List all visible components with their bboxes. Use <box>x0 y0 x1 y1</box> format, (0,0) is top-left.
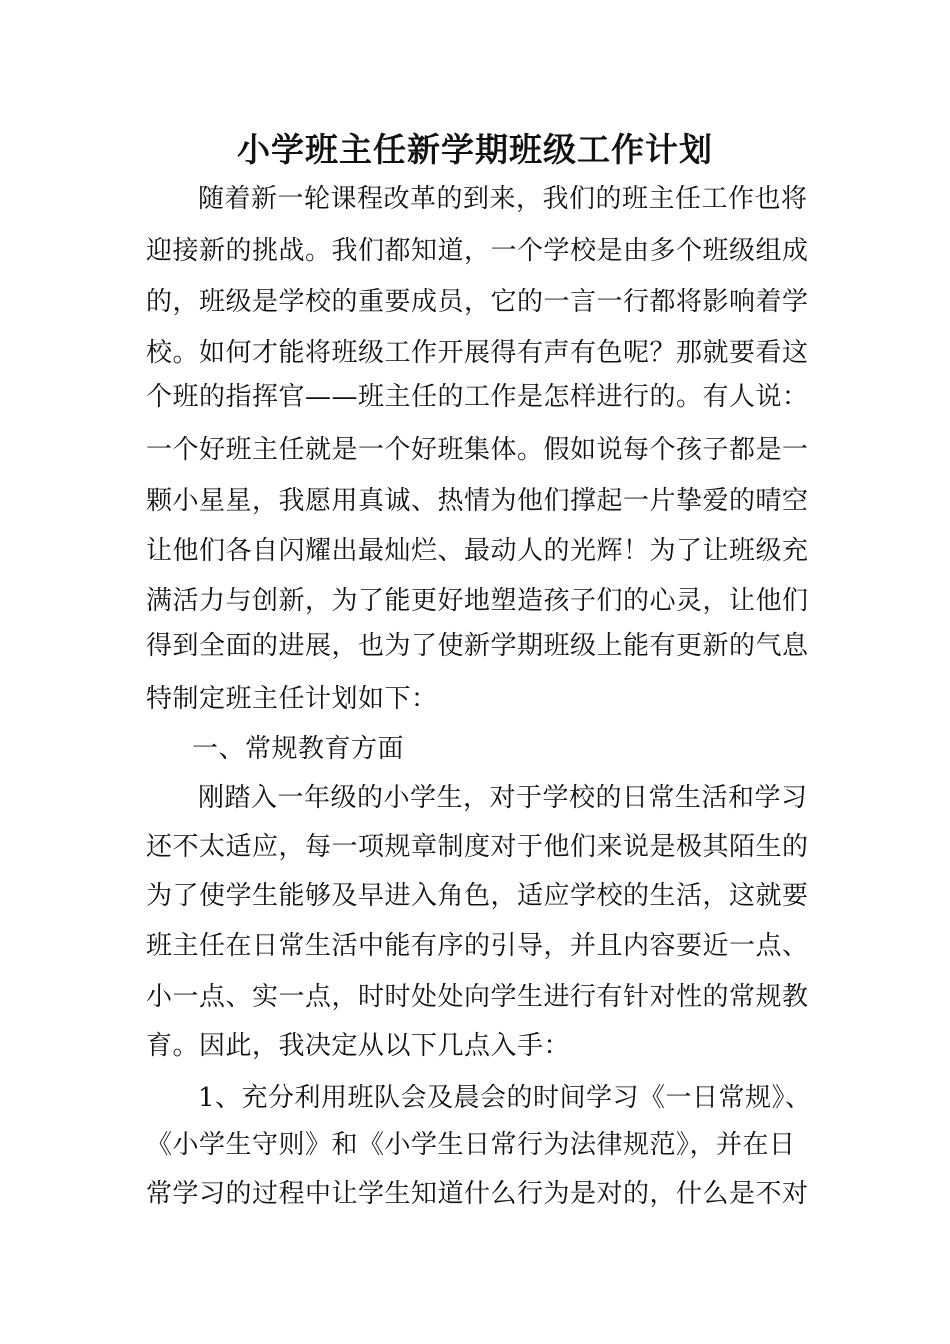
paragraph-line-17: 育。因此，我决定从以下几点入手： <box>146 1031 571 1061</box>
paragraph-line-4: 校。如何才能将班级工作开展得有声有色呢？那就要看这 <box>146 338 809 368</box>
paragraph-line-10: 得到全面的进展，也为了使新学期班级上能有更新的气息 <box>146 631 809 661</box>
section-heading: 一、常规教育方面 <box>192 734 405 764</box>
paragraph-line-11: 特制定班主任计划如下： <box>146 684 438 714</box>
paragraph-line-9: 满活力与创新，为了能更好地塑造孩子们的心灵，让他们 <box>146 586 809 616</box>
paragraph-line-15: 班主任在日常生活中能有序的引导，并且内容要近一点、 <box>146 931 809 961</box>
paragraph-line-14: 为了使学生能够及早进入角色，适应学校的生活，这就要 <box>146 881 809 911</box>
paragraph-line-3: 的，班级是学校的重要成员，它的一言一行都将影响着学 <box>146 287 809 317</box>
paragraph-line-12: 刚踏入一年级的小学生，对于学校的日常生活和学习 <box>198 783 808 813</box>
list-item-1-line-3: 常学习的过程中让学生知道什么行为是对的，什么是不对 <box>146 1179 809 1209</box>
paragraph-line-5: 个班的指挥官——班主任的工作是怎样进行的。有人说： <box>146 382 809 412</box>
paragraph-line-16: 小一点、实一点，时时处处向学生进行有针对性的常规教 <box>146 982 809 1012</box>
paragraph-line-8: 让他们各自闪耀出最灿烂、最动人的光辉！为了让班级充 <box>146 536 809 566</box>
list-item-1-line-2: 《小学生守则》和《小学生日常行为法律规范》，并在日 <box>146 1130 796 1160</box>
list-item-1-line-1: 1、充分利用班队会及晨会的时间学习《一日常规》、 <box>198 1083 812 1113</box>
paragraph-line-2: 迎接新的挑战。我们都知道，一个学校是由多个班级组成 <box>146 236 809 266</box>
document-title: 小学班主任新学期班级工作计划 <box>237 130 713 169</box>
paragraph-line-7: 颗小星星，我愿用真诚、热情为他们撑起一片挚爱的晴空 <box>146 486 809 516</box>
paragraph-line-1: 随着新一轮课程改革的到来，我们的班主任工作也将 <box>198 184 808 214</box>
paragraph-line-6: 一个好班主任就是一个好班集体。假如说每个孩子都是一 <box>146 435 809 465</box>
paragraph-line-13: 还不太适应，每一项规章制度对于他们来说是极其陌生的 <box>146 832 809 862</box>
